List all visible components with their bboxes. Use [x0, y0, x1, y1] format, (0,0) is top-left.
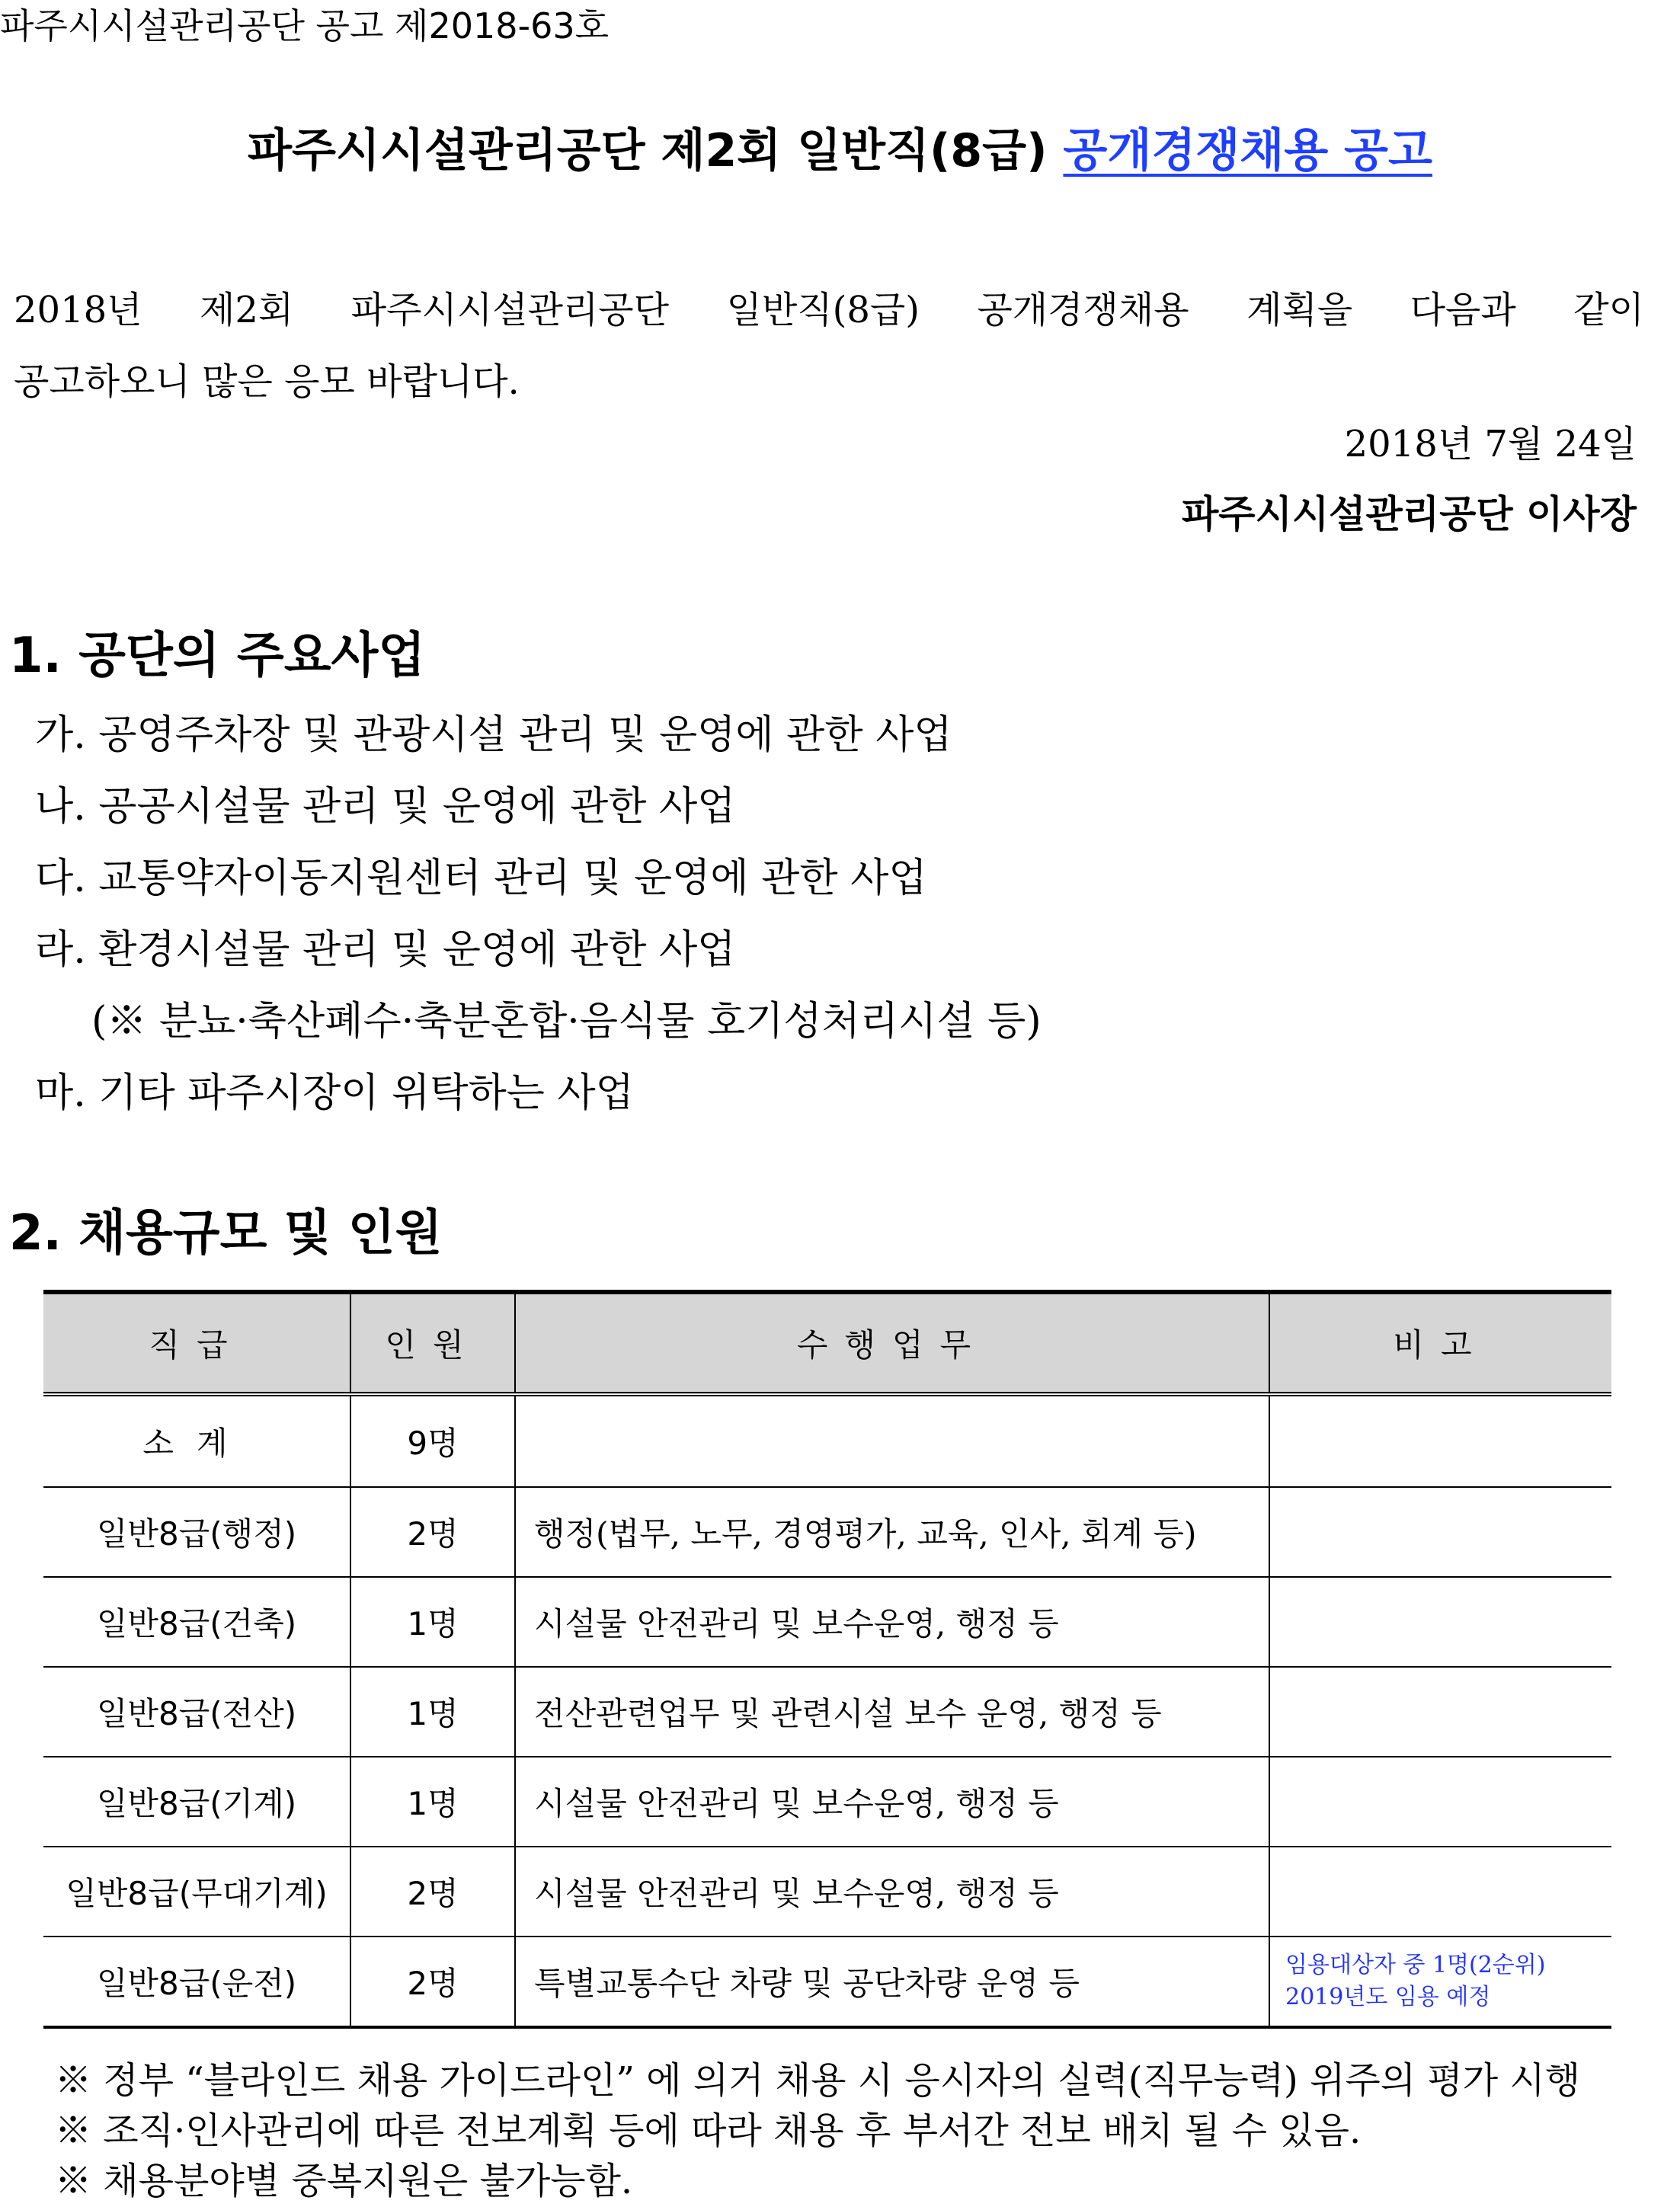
business-item: 가. 공영주차장 및 관광시설 관리 및 운영에 관한 사업	[35, 712, 952, 758]
table-row-subtotal	[43, 1394, 1611, 1487]
business-item: 다. 교통약자이동지원센터 관리 및 운영에 관한 사업	[35, 856, 927, 901]
document-number: 파주시시설관리공단 공고 제2018-63호	[0, 5, 610, 46]
note-line-1: 임용대상자 중 1명(2순위)	[1285, 1952, 1546, 1978]
count-cell: 2명	[350, 1847, 515, 1937]
subtotal-label: 소계	[142, 1425, 251, 1462]
grade-cell	[43, 1394, 350, 1487]
signer: 파주시시설관리공단 이사장	[1181, 492, 1637, 536]
count-cell: 9명	[350, 1394, 515, 1487]
header-count: 인원	[350, 1292, 515, 1394]
title-highlight-link[interactable]: 공개경쟁채용 공고	[1063, 124, 1432, 178]
table-row	[43, 1937, 1611, 2027]
grade-cell: 일반8급(기계)	[43, 1757, 350, 1847]
duty-cell: 시설물 안전관리 및 보수운영, 행정 등	[515, 1577, 1269, 1667]
note-cell	[1269, 1937, 1611, 2027]
duty-cell: 특별교통수단 차량 및 공단차량 운영 등	[515, 1937, 1269, 2027]
table-row	[43, 1847, 1611, 1937]
page-title	[0, 120, 1680, 181]
grade-cell: 일반8급(건축)	[43, 1577, 350, 1667]
duty-cell: 전산관련업무 및 관련시설 보수 운영, 행정 등	[515, 1667, 1269, 1757]
grade-cell: 일반8급(전산)	[43, 1667, 350, 1757]
table-header-row	[43, 1292, 1611, 1394]
header-grade: 직급	[43, 1292, 350, 1394]
announcement-date: 2018년 7월 24일	[1344, 423, 1637, 465]
footnote: ※ 정부 “블라인드 채용 가이드라인” 에 의거 채용 시 응시자의 실력(직무능력) 위주의 평가 시행	[55, 2059, 1581, 2102]
header-duty: 수행업무	[515, 1292, 1269, 1394]
grade-cell: 일반8급(행정)	[43, 1487, 350, 1577]
intro-paragraph	[14, 274, 1644, 417]
footnote: ※ 조직·인사관리에 따른 전보계획 등에 따라 채용 후 부서간 전보 배치 될 수 있음.	[55, 2109, 1362, 2152]
count-cell: 1명	[350, 1757, 515, 1847]
business-item: 마. 기타 파주시장이 위탁하는 사업	[35, 1070, 634, 1116]
title-main: 파주시시설관리공단 제2회 일반직(8급)	[248, 124, 1064, 178]
duty-cell: 시설물 안전관리 및 보수운영, 행정 등	[515, 1847, 1269, 1937]
note-cell	[1269, 1667, 1611, 1757]
count-cell: 2명	[350, 1937, 515, 2027]
recruitment-table	[43, 1290, 1611, 2029]
grade-cell: 일반8급(무대기계)	[43, 1847, 350, 1937]
section-2-heading: 2. 채용규모 및 인원	[9, 1205, 443, 1262]
note-cell	[1269, 1757, 1611, 1847]
table-row	[43, 1577, 1611, 1667]
intro-line-2: 공고하오니 많은 응모 바랍니다.	[14, 360, 520, 403]
count-cell: 1명	[350, 1577, 515, 1667]
duty-cell: 행정(법무, 노무, 경영평가, 교육, 인사, 회계 등)	[515, 1487, 1269, 1577]
note-cell	[1269, 1487, 1611, 1577]
intro-line-1: 2018년 제2회 파주시시설관리공단 일반직(8급) 공개경쟁채용 계획을 다음과 같이	[14, 289, 1644, 331]
business-item: 라. 환경시설물 관리 및 운영에 관한 사업	[35, 927, 736, 973]
duty-cell	[515, 1394, 1269, 1487]
note-line-2: 2019년도 임용 예정	[1285, 1984, 1491, 2010]
header-note: 비고	[1269, 1292, 1611, 1394]
grade-cell: 일반8급(운전)	[43, 1937, 350, 2027]
note-cell	[1269, 1577, 1611, 1667]
table-row	[43, 1487, 1611, 1577]
section-1-heading: 1. 공단의 주요사업	[9, 628, 426, 684]
business-item: 나. 공공시설물 관리 및 운영에 관한 사업	[35, 784, 736, 830]
table-row	[43, 1757, 1611, 1847]
count-cell: 2명	[350, 1487, 515, 1577]
note-cell	[1269, 1394, 1611, 1487]
note-cell	[1269, 1847, 1611, 1937]
duty-cell: 시설물 안전관리 및 보수운영, 행정 등	[515, 1757, 1269, 1847]
footnote: ※ 채용분야별 중복지원은 불가능함.	[55, 2160, 633, 2202]
count-cell: 1명	[350, 1667, 515, 1757]
table-row	[43, 1667, 1611, 1757]
business-item-note: (※ 분뇨·축산폐수·축분혼합·음식물 호기성처리시설 등)	[91, 999, 1042, 1044]
